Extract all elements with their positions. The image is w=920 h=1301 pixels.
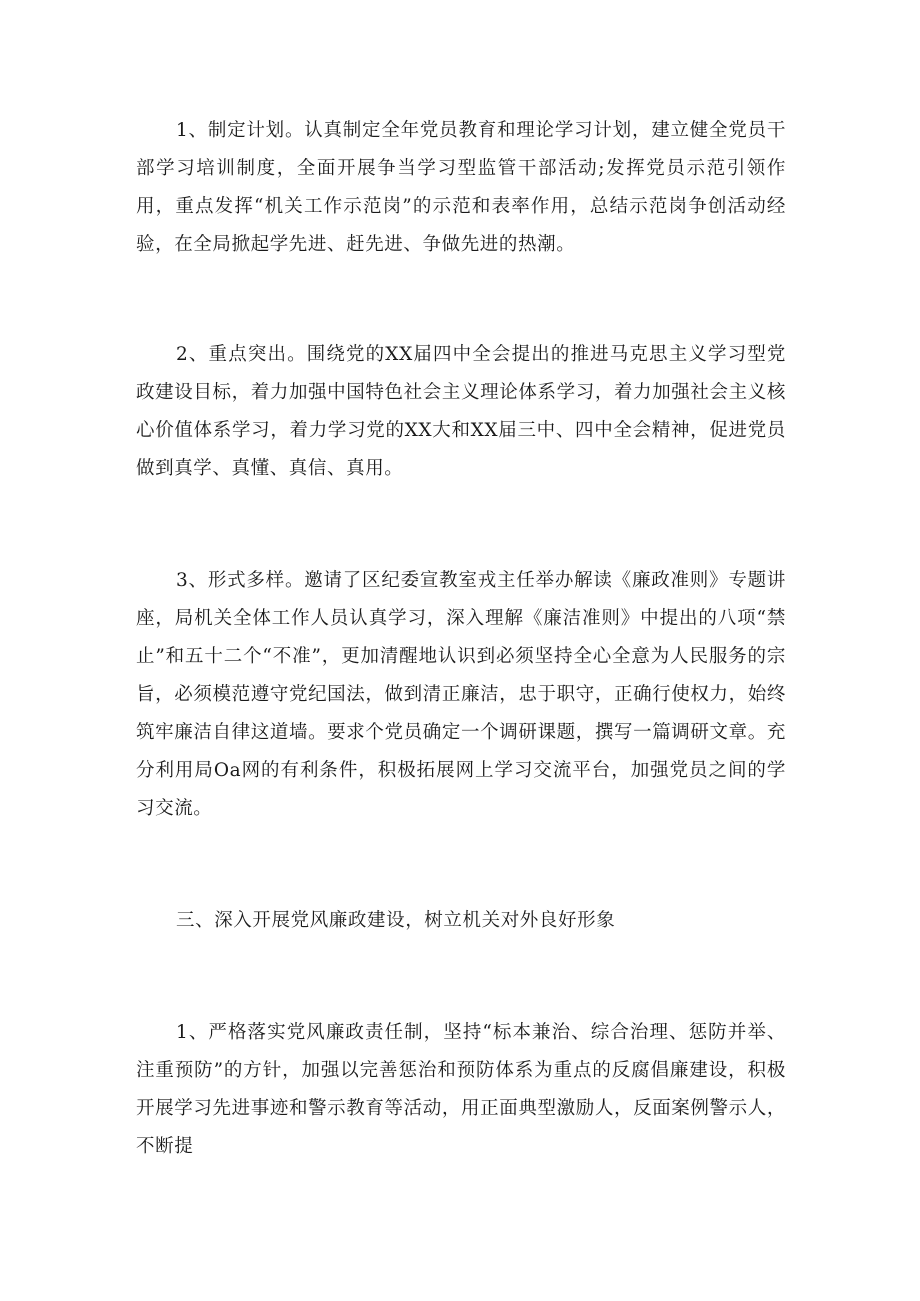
paragraph-plan: 1、制定计划。认真制定全年党员教育和理论学习计划，建立健全党员干部学习培训制度，全面开展争当学习型监管干部活动;发挥党员示范引领作用，重点发挥“机关工作示范岗”的示范和表率作用，总结示范岗争创活动经验，在全局掀起学先进、赶先进、争做先进的热潮。 [136, 120, 786, 255]
document-body [136, 112, 786, 1166]
paragraph-focus: 2、重点突出。围绕党的XX届四中全会提出的推进马克思主义学习型党政建设目标，着力加强中国特色社会主义理论体系学习，着力加强社会主义核心价值体系学习，着力学习党的XX大和XX届三中、四中全会精神，促进党员做到真学、真懂、真信、真用。 [136, 344, 786, 479]
section-heading: 三、深入开展党风廉政建设，树立机关对外良好形象 [176, 910, 616, 931]
paragraph-responsibility: 1、严格落实党风廉政责任制，坚持“标本兼治、综合治理、惩防并举、注重预防”的方针，加强以完善惩治和预防体系为重点的反腐倡廉建设，积极开展学习先进事迹和警示教育等活动，用正面典型激励人，反面案例警示人，不断提 [136, 1022, 786, 1157]
paragraph-forms: 3、形式多样。邀请了区纪委宣教室戎主任举办解读《廉政准则》专题讲座，局机关全体工作人员认真学习，深入理解《廉洁准则》中提出的八项“禁止”和五十二个“不准”，更加清醒地认识到必须坚持全心全意为人民服务的宗旨，必须模范遵守党纪国法，做到清正廉洁，忠于职守，正确行使权力，始终筑牢廉洁自律这道墙。要求个党员确定一个调研课题，撰写一篇调研文章。充分利用局Oa网的有利条件，积极拓展网上学习交流平台，加强党员之间的学习交流。 [136, 570, 786, 819]
